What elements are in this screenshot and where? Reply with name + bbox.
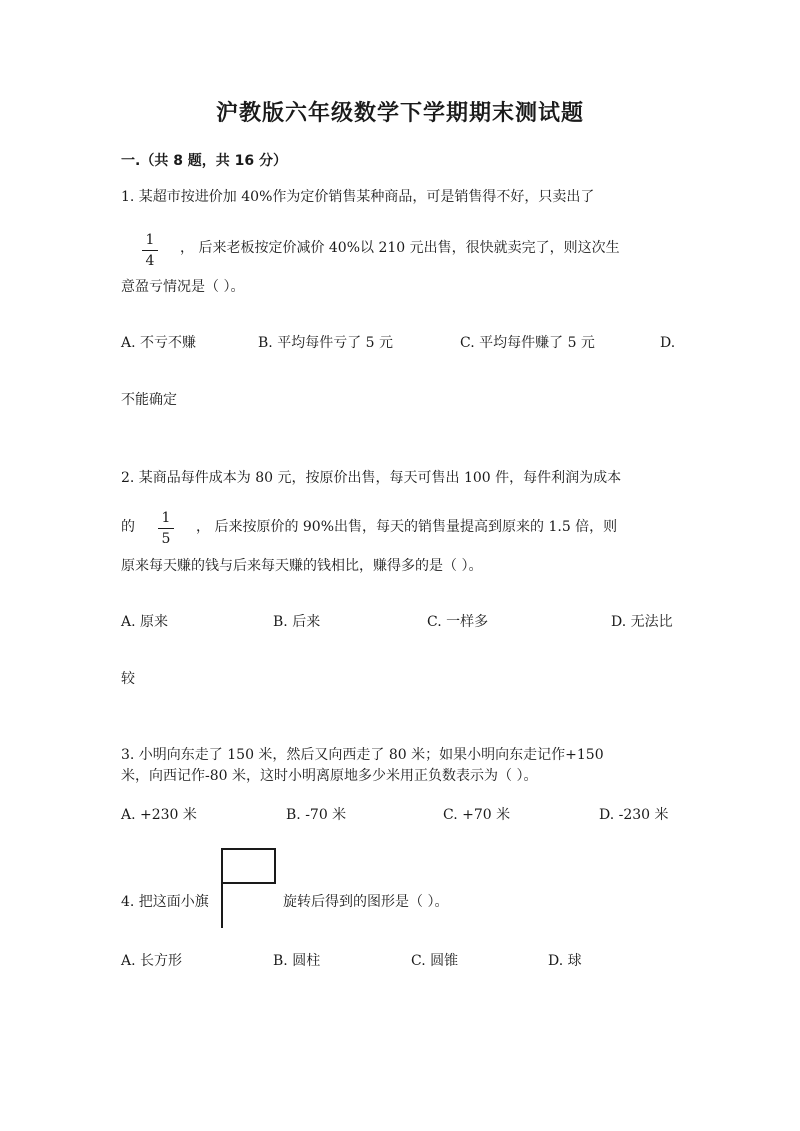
fraction-numerator: 1 xyxy=(161,510,171,526)
option-a[interactable]: A. 原来 xyxy=(121,614,169,630)
question-3-line-1: 3. 小明向东走了 150 米，然后又向西走了 80 米；如果小明向东走记作+150 xyxy=(121,747,604,763)
option-a[interactable]: A. 不亏不赚 xyxy=(121,335,197,351)
option-c[interactable]: C. 圆锥 xyxy=(411,953,459,969)
question-2-line-2: ， 后来按原价的 90%出售，每天的销售量提高到原来的 1.5 倍，则 xyxy=(196,519,618,535)
question-1-line-2: ， 后来老板按定价减价 40%以 210 元出售，很快就卖完了，则这次生 xyxy=(180,240,620,256)
section-heading: 一.（共 8 题，共 16 分） xyxy=(121,153,288,169)
question-2-fraction xyxy=(157,510,175,547)
flag-icon xyxy=(221,848,276,884)
option-a[interactable]: A. 长方形 xyxy=(121,953,183,969)
option-b[interactable]: B. -70 米 xyxy=(286,807,347,823)
option-d-continued: 不能确定 xyxy=(121,392,177,408)
question-1-line-1: 1. 某超市按进价加 40%作为定价销售某种商品，可是销售得不好，只卖出了 xyxy=(121,189,595,205)
question-2-line-1: 2. 某商品每件成本为 80 元，按原价出售，每天可售出 100 件，每件利润为成本 xyxy=(121,470,622,486)
fraction-bar xyxy=(142,250,158,251)
option-b[interactable]: B. 平均每件亏了 5 元 xyxy=(258,335,393,351)
fraction-denominator: 4 xyxy=(145,253,155,269)
option-d[interactable]: D. 球 xyxy=(548,953,582,969)
option-a[interactable]: A. +230 米 xyxy=(121,807,197,823)
option-c[interactable]: C. +70 米 xyxy=(443,807,511,823)
option-c[interactable]: C. 一样多 xyxy=(427,614,489,630)
question-1-line-3: 意盈亏情况是（ ）。 xyxy=(121,279,245,295)
question-3-line-2: 米，向西记作-80 米，这时小明离原地多少米用正负数表示为（ ）。 xyxy=(121,768,538,784)
question-2-line-2-prefix: 的 xyxy=(121,519,135,535)
fraction-denominator: 5 xyxy=(161,531,171,547)
question-4-line-1-suffix: 旋转后得到的图形是（ ）。 xyxy=(283,894,449,910)
option-b[interactable]: B. 后来 xyxy=(273,614,321,630)
question-4-line-1-prefix: 4. 把这面小旗 xyxy=(121,894,209,910)
option-c[interactable]: C. 平均每件赚了 5 元 xyxy=(460,335,595,351)
question-2-line-3: 原来每天赚的钱与后来每天赚的钱相比，赚得多的是（ ）。 xyxy=(121,558,483,574)
option-d[interactable]: D. xyxy=(660,335,676,351)
option-b[interactable]: B. 圆柱 xyxy=(273,953,321,969)
question-1-fraction xyxy=(141,232,159,269)
flag-pole-icon xyxy=(221,848,223,928)
fraction-numerator: 1 xyxy=(145,232,155,248)
fraction-bar xyxy=(158,528,174,529)
page-title: 沪教版六年级数学下学期期末测试题 xyxy=(215,101,584,126)
option-d[interactable]: D. -230 米 xyxy=(599,807,669,823)
option-d-continued: 较 xyxy=(121,671,135,687)
option-d[interactable]: D. 无法比 xyxy=(611,614,673,630)
